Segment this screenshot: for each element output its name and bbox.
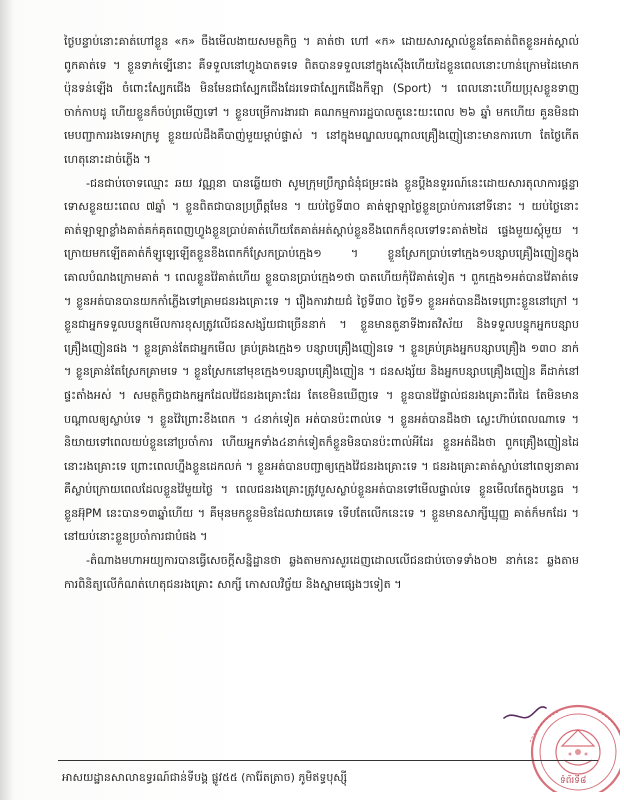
page-edge-shadow — [0, 0, 14, 800]
page-number: ទំព័រទី៨ — [560, 776, 587, 786]
footer-divider — [58, 760, 598, 761]
paragraph-testimony-continued: ថ្ងៃបន្ទាប់នោះគាត់ហៅខ្លួន «ក» ចឹងមើលងាយសមត្ថកិច្ច ។ គាត់ថា ហៅ «ក» ដោយសារស្គាល់ខ្លួនតែគាត់ពិតខ្លួនអត់ស្គាល់ពូកគាត់ទេ ។ ខ្លួនទាក់ទ្បើនោះ គឺទទួលនៅហ្វូងបាតទទេ ពិតបានទទួលនៅក្នុងស៊ើងហើយដៃខ្លួនពេលនោះហាន់ក្រោមដៃមោកប៉ុនទន់ឡើង ចំពោះស្បែកជើង មិនមែនជាស្បែកជើងដែរទេជាស្បែកជើងកីឡា (Sport) ។ ពេលនោះហើយប្រុសខ្លួនទាញចាក់កាបដូ ហើយខ្លួនក៏ចប់ព្រមើញទៅ ។ ខ្លួនបម្រើការងារជា គណកម្មការរដ្ឋបាលតួនេះយះពេល ២៦ ឆ្នាំ មកហើយ គួនមិនជាមេបញ្ជាការរងទេអាក្រមូ ខ្លួនយល់ដឹងគឺបាញ់មួយម្តាប់ផ្ទាស់ ។ នៅក្នុងមណ្ឌលបណ្ដាលគ្រឿងញៀនោះមានការហោ តែថ្ងៃកើតហេតុនោះដាច់ភ្លើង ។ — [64, 35, 579, 166]
paragraph-defendant-statement: -ជនជាប់ចោទឈ្មោះ ឆយ វណ្ណនា បានឆ្លើយថា សូមក្រុមប្រឹក្សាជំនុំជម្រះផង ខ្លួនប្ដឹងនទួររណ៍នេះដោយសារតុលាការផ្តន្ទាទោសខ្លួនយះពេល ៧ឆ្នាំ ។ ខ្លួនពិតជាបានប្រព្រឹត្តមែន ។ យប់ថ្ងៃទី៣០ គាត់ឡាឡាថ្ងៃខ្លួនប្រាប់ការនៅទីនោះ ។ យប់ថ្ងៃនោះគាត់ឡាឡាខ្លាំងគាត់គក់គុតពេញហ្វូងខ្លួនប្រាប់គាត់ហើយតែគាត់អត់ស្តាប់ខ្លួនខឹងពេកក៏ខុលទៅទះគាត់២ដៃ ផ្ទេងមួយស្តុំមួយ ។ ក្រោយមកឡើតគាត់ក៏ឡូឡេឡើតខ្លួនខឹងពេកក៏ស្រែកប្រាប់ក្មេង១ ។ ខ្លួនស្រែកប្រាប់ទៅក្មេង១បន្សាបគ្រឿងញៀនក្នុងគោលបំណងក្រោមគាត់ ។ ពេលខ្លួនវ៉ៃគាត់ហើយ ខ្លួនបានប្រាប់ក្មេង១ថា បាតហើយកុំវ៉ៃគាត់ទៀត ។ ពួកក្មេង១អត់បានវ៉ៃគាត់ទេ ។ ខ្លួនអត់បានបានយកកាំភ្លើងទៅគ្រាមជនរងគ្រោះទេ ។ រឿងការវាយជំ ថ្ងៃទី៣០ ថ្ងៃទី១ ខ្លួនអត់បានដឹងទេព្រោះខ្លួននៅក្រៅ ។ ខ្លួនជាអ្នកទទួលបន្ទុកមើលការខុសត្រូវលើជនសង្ស័យជាច្រើននាក់ ។ ខ្លួនមានតួនាទីងារតវិស័យ និងទទួលបន្ទុកអ្នកបន្សាបគ្រឿងញៀនផង ។ ខ្លួនគ្រាន់តែជាអ្នកមើល គ្រប់គ្រងក្មេង១ បន្សាបគ្រឿងញៀនទេ ។ ខ្លួនគ្រប់គ្រងអ្នកបន្សាបគ្រឿង ១៣០ នាក់ ។ ខ្លួនគ្រាន់តែស្រែកគ្រាមទេ ។ ខ្លួនស្រែកនៅមុខក្មេង១បន្សាបគ្រឿងញៀន ។ ជនសង្ស័យ និងអ្នកបន្សាបគ្រឿងញៀន គឺដាក់នៅផ្ទះតាំងអស់ ។ សមត្ថកិច្ចជាងកអ្នកដែលវ៉ៃជនរងគ្រោះដែរ តែខេមិនឃើញទេ ។ ខ្លួនបានវ៉ៃផ្ទាល់ជនរងគ្រោះពីរដៃ តែមិនមានបណ្ដាលឲ្យស្លាប់ទេ ។ ខ្លួនវ៉ៃព្រោះខឹងពេក ។ ៤នាក់ទៀត អត់បានប៉ះពាល់ទេ ។ ខ្លួនអត់បានដឹងថា ស្លេះហ៊ាប់ពេលណាទេ ។ និយាយទៅពេលយប់ខ្លួននៅប្រចាំការ ហើយអ្នកទាំង៤នាក់ទៀតក៏ខ្លួនមិនបានប៉ះពាល់អីដែរ ខ្លួនអត់ដឹងថា ពួកគ្រឿងញៀនដៃនោះរងគ្រោះទេ ព្រោះពេលហ្នឹងខ្លួនដេកលក់ ។ ខ្លួនអត់បានបញ្ជាឲ្យក្មេងវ៉ៃជនរងគ្រោះទេ ។ ជនរងគ្រោះគាត់ស្លាប់នៅពេទ្យនាគារ គឺស្លាប់ក្រោយពេលដែលខ្លួនវ៉ៃមួយថ្ងៃ ។ ពេលជនរងគ្រោះត្រូវបួសស្លាប់ខ្លួនអត់បានទៅមើលផ្ទាល់ទេ ខ្លួនមើលតែក្នុងបន្ទេធ ។ ខ្លួនអ៊ុPM នេះបាន១៣ឆ្នាំហើយ ។ គឺមុនមកខ្លួនមិនដែលវាយគេទេ ទើបតែលើកនេះទេ ។ ខ្លួនមានសាក្សីឃ្មុញ្ញ គាត់ក៏មកដែរ ។ នៅយប់នោះខ្លួនប្រចាំការជាបំផង ។ — [64, 176, 579, 544]
footer-address: អាសយដ្ឋានសាលាឧទ្ធរណ៍ជាន់ទីបង្គ ផ្លូវ៥៥ (ការ៉ែតត្រាច) ភូមិឥទ្ធបុស្ស៊ី — [62, 771, 348, 784]
paragraph-prosecutor-conclusion: -តំណាងមហាអយ្យការបានធ្វើសេចក្តីសន្និដ្ឋានថា ឆ្លងតាមការសួរដេញដោលលើជនជាប់ចោទទាំង០២ នាក់នេះ ឆ្លងតាមការពិនិត្យលើកំណត់ហេតុជនរងគ្រោះ សាក្សី កោសលវិច្ច័យ និងស្នាមផ្សេងៗទៀត ។ — [64, 554, 579, 591]
document-body — [64, 30, 579, 596]
